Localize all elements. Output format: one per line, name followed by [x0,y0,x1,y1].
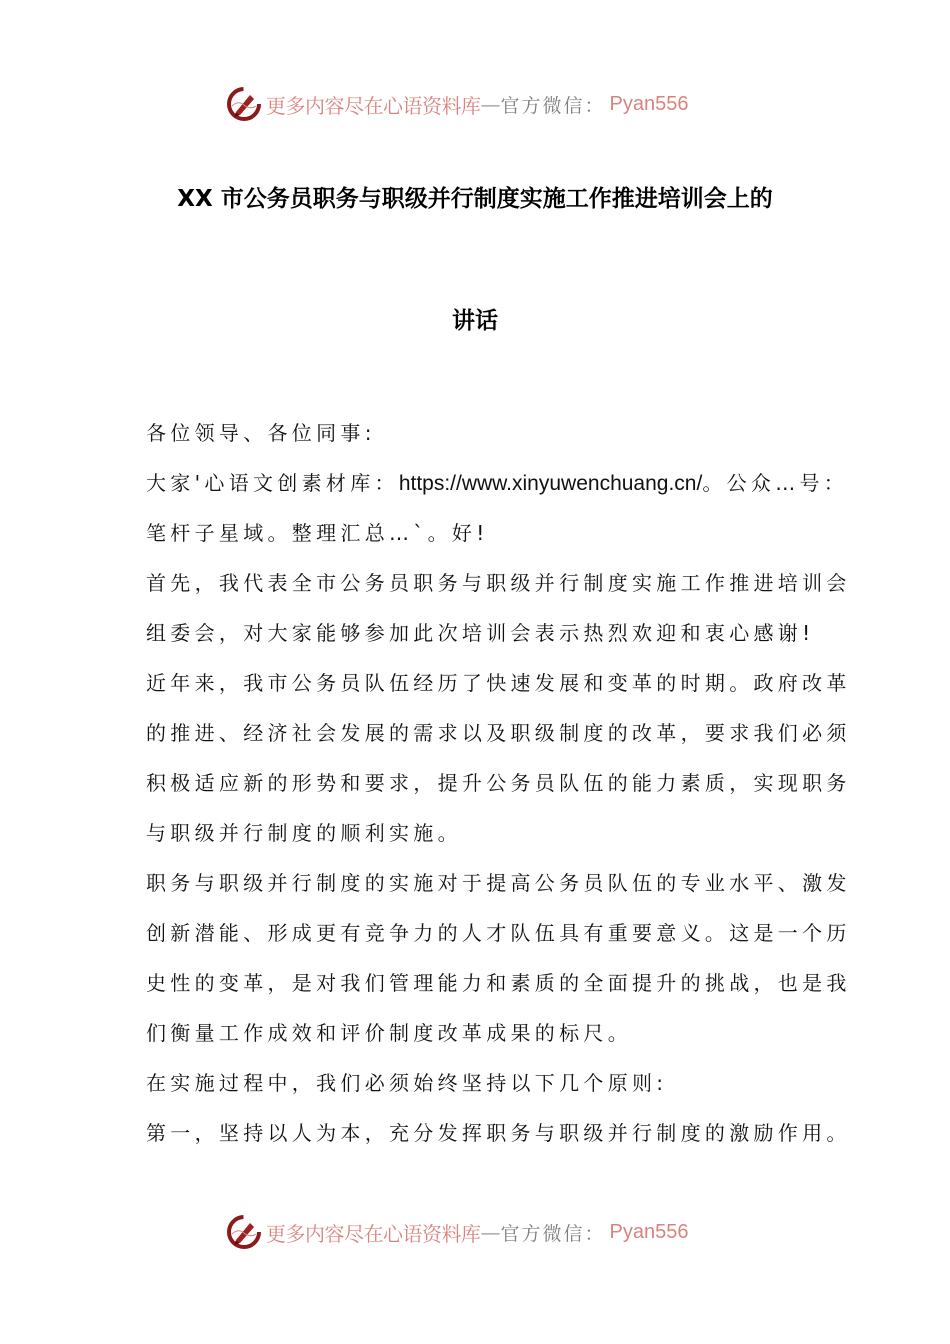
document-title-line1: XX 市公务员职务与职级并行制度实施工作推进培训会上的 [177,186,773,212]
body-line [146,466,849,516]
website-link[interactable]: https://www.xinyuwenchuang.cn/ [398,472,703,495]
line-text: 在实施过程中，我们必须始终坚持以下几个原则: [146,1071,668,1095]
pen-circle-logo-icon [226,86,262,122]
body-line [146,716,851,766]
line-text: 积极适应新的形势和要求，提升公务员队伍的能力素质，实现职务 [146,771,851,795]
banner-site-text: 更多内容尽在心语资料库 [266,93,481,118]
line-text: 的推进、经济社会发展的需求以及职级制度的改革，要求我们必须 [146,721,851,745]
line-text: 第一，坚持以人为本，充分发挥职务与职级并行制度的激励作用。 [146,1121,851,1145]
body-line [146,966,851,1016]
document-body [146,416,851,1166]
line-text: 各位领导、各位同事: [146,421,376,445]
body-line [146,566,851,616]
body-line [146,1116,851,1166]
body-line [146,916,851,966]
line-text: 史性的变革，是对我们管理能力和素质的全面提升的挑战，也是我 [146,971,851,995]
body-line [146,866,851,916]
banner-wechat-label: 官方微信： [500,94,606,117]
body-line [146,416,816,466]
line-text: 近年来，我市公务员队伍经历了快速发展和变革的时期。政府改革 [146,671,851,695]
line-text: 与职级并行制度的顺利实施。 [146,821,462,845]
banner-site-text: 更多内容尽在心语资料库 [266,1221,481,1246]
document-title-line2: 讲话 [452,308,498,334]
body-line [146,1016,816,1066]
banner-dash: — [480,92,501,116]
line-text: 。公众…号： [702,471,849,495]
body-line [146,516,816,566]
body-line [146,616,816,666]
banner-wechat-id: Pyan556 [609,92,689,115]
banner-wechat-id: Pyan556 [609,1220,689,1243]
body-line [146,816,816,866]
line-text: 职务与职级并行制度的实施对于提高公务员队伍的专业水平、激发 [146,871,851,895]
line-text: 们衡量工作成效和评价制度改革成果的标尺。 [146,1021,632,1045]
body-line [146,666,851,716]
line-text: 首先，我代表全市公务员职务与职级并行制度实施工作推进培训会 [146,571,851,595]
line-text: 创新潜能、形成更有竞争力的人才队伍具有重要意义。这是一个历 [146,921,851,945]
pen-circle-logo-icon [226,1214,262,1250]
header-banner [226,84,726,124]
banner-dash: — [480,1220,501,1244]
footer-banner [226,1212,726,1252]
body-line [146,766,851,816]
banner-wechat-label: 官方微信： [500,1222,606,1245]
line-text: 笔杆子星域。整理汇总…`。好! [146,521,489,545]
line-text: 大家'心语文创素材库： [146,471,399,495]
line-text: 组委会，对大家能够参加此次培训会表示热烈欢迎和衷心感谢! [146,621,815,645]
body-line [146,1066,816,1116]
